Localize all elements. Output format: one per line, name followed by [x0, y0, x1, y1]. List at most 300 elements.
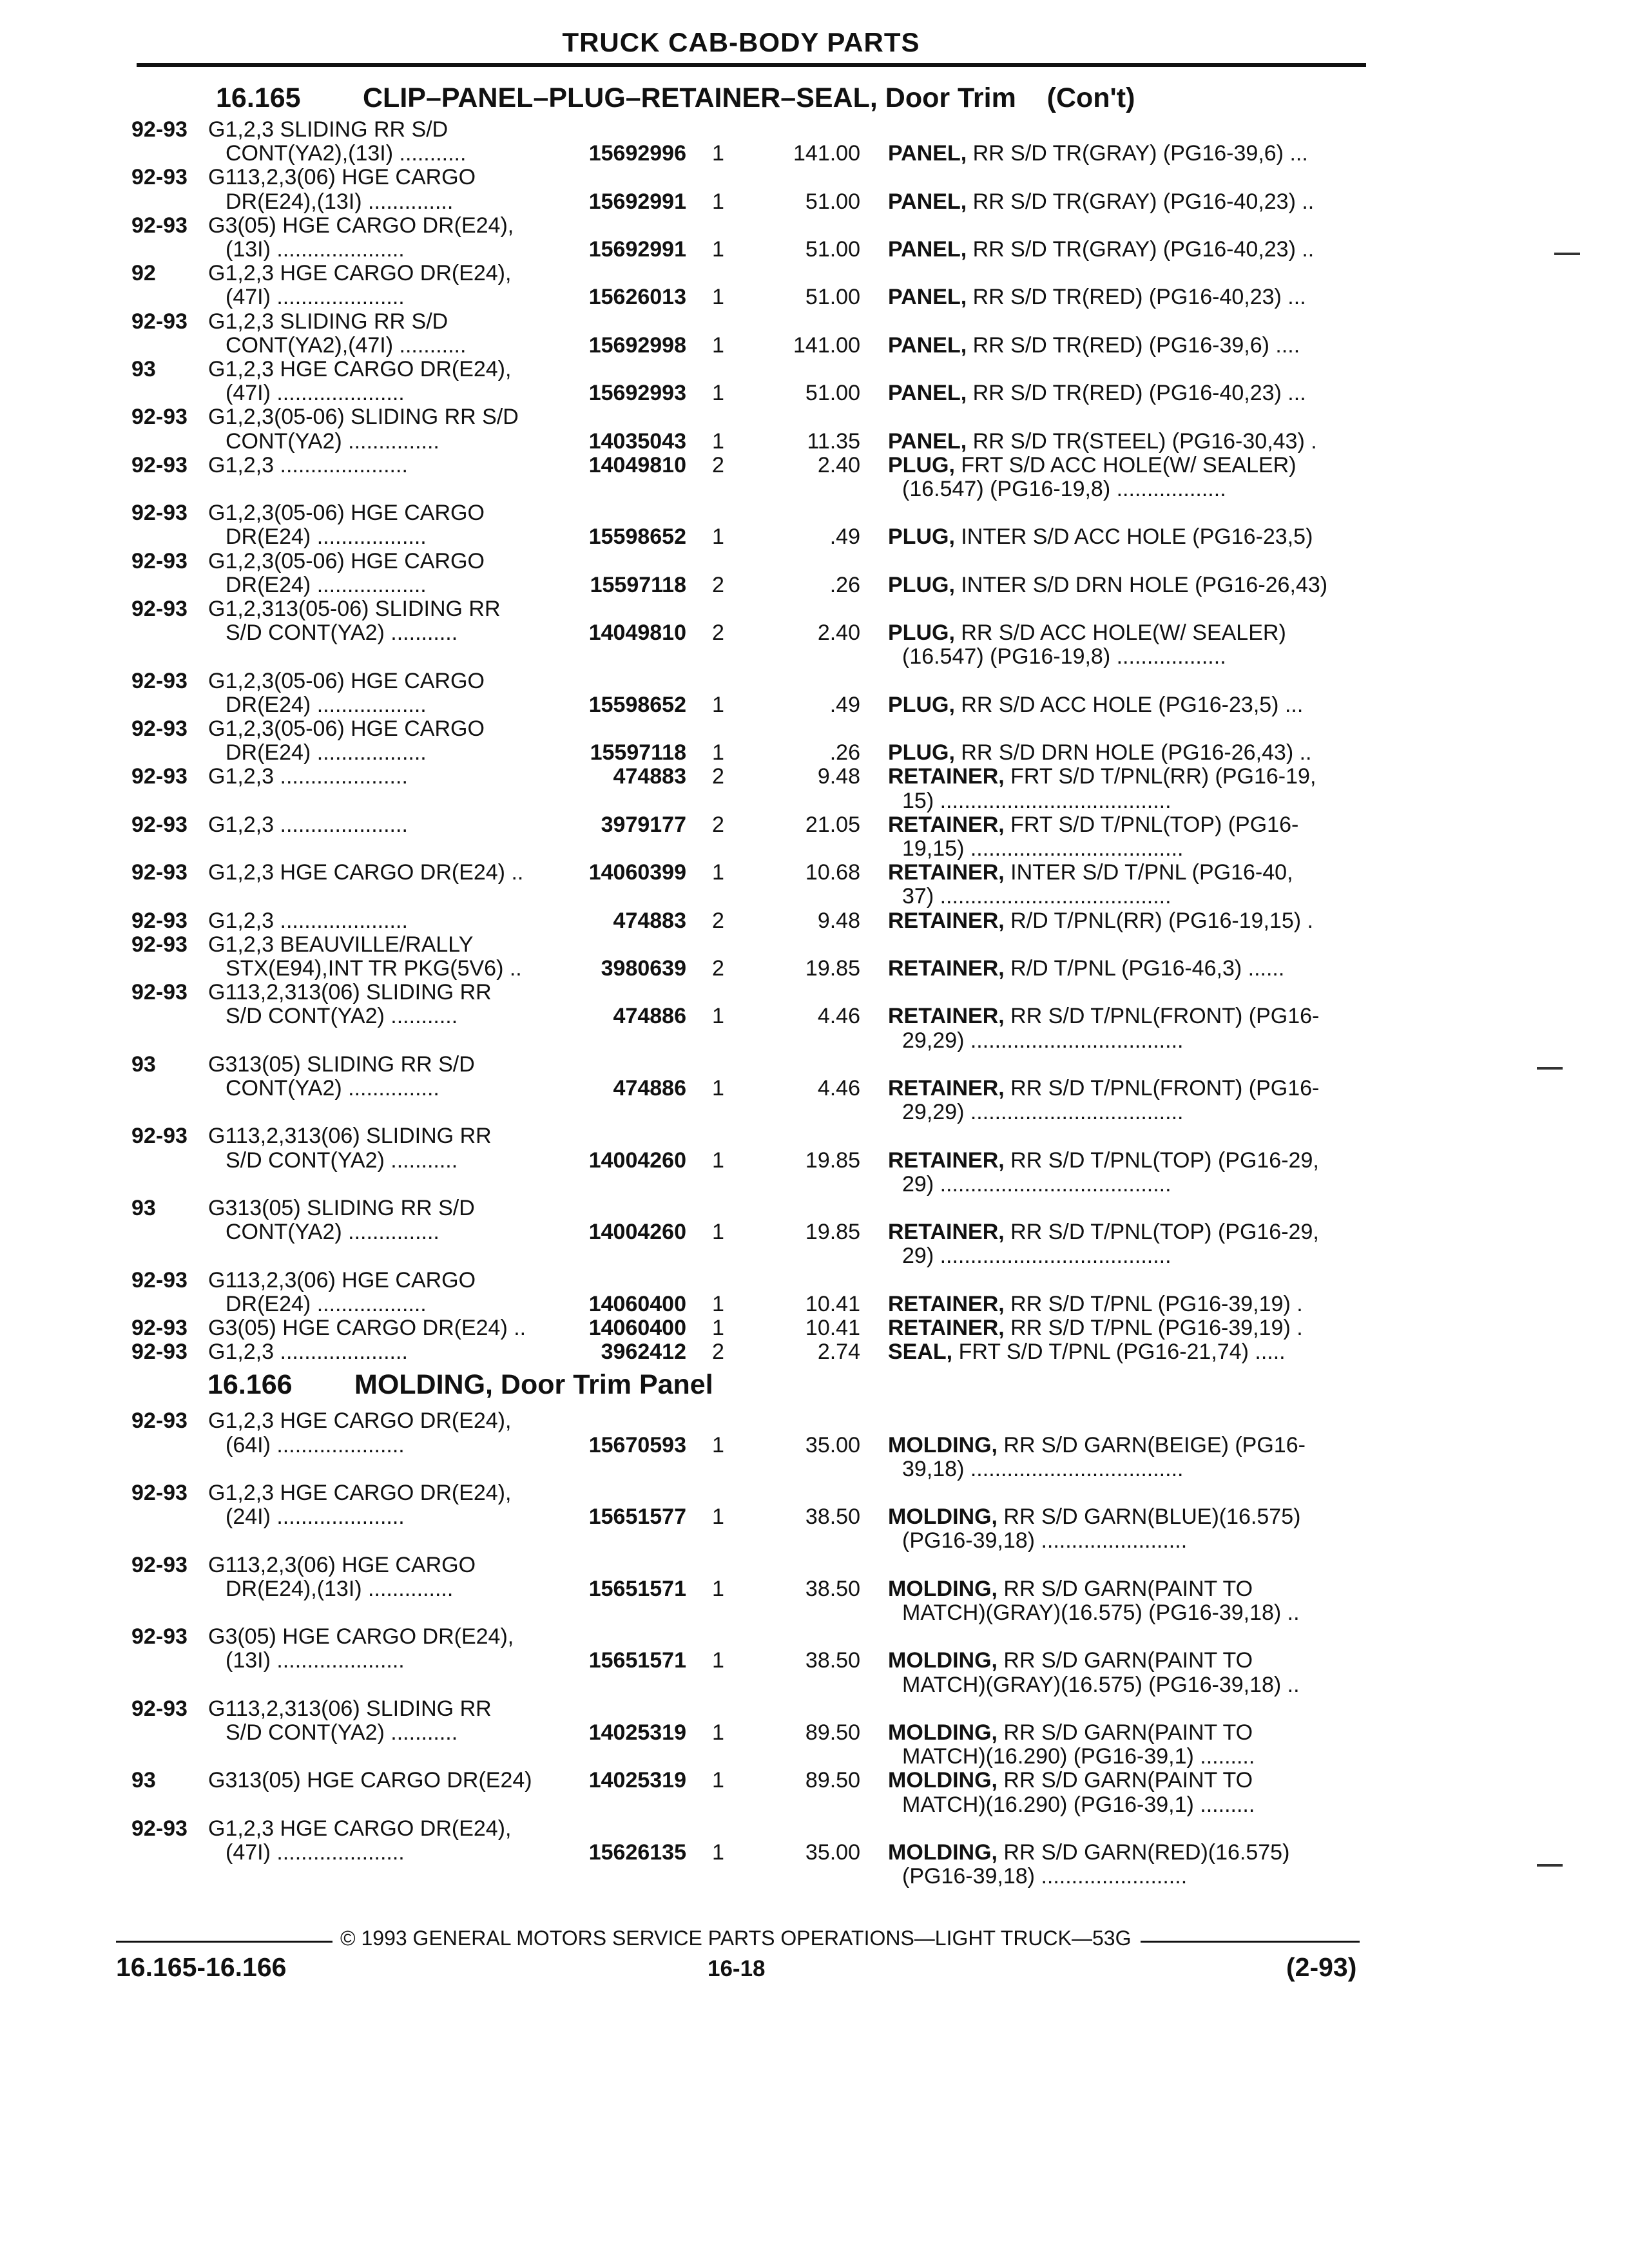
quantity: 2	[712, 812, 724, 837]
application: G313(05) SLIDING RR S/D	[208, 1052, 475, 1077]
part-number: 15598652	[588, 524, 686, 550]
model-years: 92-93	[131, 405, 188, 430]
description	[888, 1220, 1319, 1244]
quantity: 2	[712, 956, 724, 981]
part-number: 15597118	[590, 572, 686, 597]
quantity: 1	[712, 1576, 724, 1601]
application-cont: DR(E24) ..................	[226, 1291, 427, 1316]
quantity: 1	[712, 428, 724, 454]
application-cont: (64I) .....................	[226, 1432, 405, 1457]
description-text: FRT S/D T/PNL(TOP) (PG16-	[1004, 812, 1299, 837]
application-cont: CONT(YA2),(13I) ...........	[226, 141, 467, 166]
parts-row	[0, 118, 1629, 142]
price: 51.00	[805, 189, 860, 214]
description-keyword: RETAINER,	[888, 1076, 1005, 1100]
parts-row	[0, 262, 1629, 285]
model-years: 92-93	[131, 1816, 188, 1841]
application-cont: (47I) .....................	[226, 1840, 405, 1865]
part-number: 15651571	[588, 1648, 686, 1673]
application-cont: (13I) .....................	[226, 1648, 405, 1673]
parts-row	[0, 1865, 1629, 1888]
parts-row	[0, 477, 1629, 501]
parts-row	[0, 981, 1629, 1004]
quantity: 1	[712, 692, 724, 717]
part-number: 15651577	[588, 1504, 686, 1530]
price: 2.40	[817, 620, 860, 646]
description-keyword: PANEL,	[888, 332, 967, 358]
parts-row	[0, 933, 1629, 957]
parts-row	[0, 381, 1629, 405]
application-cont: DR(E24) ..................	[226, 740, 427, 765]
description-text: RR S/D TR(STEEL) (PG16-30,43) .	[967, 428, 1317, 454]
description	[888, 1841, 1289, 1865]
description-text: RR S/D GARN(RED)(16.575)	[997, 1840, 1290, 1865]
description-cont: (16.547) (PG16-19,8) ..................	[902, 477, 1226, 501]
description-cont: 39,18) ...................................	[902, 1456, 1184, 1481]
description	[888, 525, 1313, 549]
description-text: RR S/D DRN HOLE (PG16-26,43) ..	[954, 740, 1312, 765]
part-number: 14060399	[588, 860, 686, 885]
parts-row	[0, 1004, 1629, 1028]
parts-row	[0, 1577, 1629, 1601]
price: 2.74	[817, 1340, 860, 1365]
description-keyword: RETAINER,	[888, 1316, 1005, 1340]
header-rule	[137, 63, 1366, 67]
parts-row	[0, 1220, 1629, 1244]
model-years: 92-93	[131, 501, 188, 526]
parts-row	[0, 454, 1629, 477]
model-years: 93	[131, 1196, 156, 1220]
model-years: 92	[131, 261, 156, 286]
description	[888, 1649, 1253, 1673]
footer-date-code: (2-93)	[1286, 1952, 1357, 1982]
description-keyword: RETAINER,	[888, 1291, 1005, 1316]
description	[888, 1149, 1319, 1173]
parts-row	[0, 1409, 1629, 1433]
parts-row	[0, 1340, 1629, 1364]
application-cont: (24I) .....................	[226, 1504, 405, 1530]
price: .49	[829, 692, 860, 717]
model-years: 92-93	[131, 1552, 188, 1577]
parts-row	[0, 1505, 1629, 1529]
description-text: R/D T/PNL(RR) (PG16-19,15) .	[1004, 908, 1313, 933]
part-number: 15598652	[588, 692, 686, 717]
application-cont: DR(E24),(13I) ..............	[226, 189, 454, 214]
parts-row	[0, 813, 1629, 837]
parts-row	[0, 1149, 1629, 1173]
section-name: CLIP–PANEL–PLUG–RETAINER–SEAL, Door Trim	[363, 82, 1016, 113]
price: 4.46	[817, 1004, 860, 1029]
part-number: 15626013	[588, 285, 686, 310]
model-years: 93	[131, 1052, 156, 1077]
description	[888, 334, 1300, 358]
description-keyword: RETAINER,	[888, 1220, 1005, 1245]
description	[888, 1077, 1319, 1100]
model-years: 92-93	[131, 213, 188, 238]
application: G113,2,3(06) HGE CARGO	[208, 165, 476, 190]
description-keyword: MOLDING,	[888, 1720, 998, 1745]
description	[888, 1769, 1253, 1792]
description	[888, 142, 1308, 166]
parts-row	[0, 789, 1629, 813]
section-continued: (Con't)	[1046, 82, 1135, 113]
model-years: 92-93	[131, 1124, 188, 1149]
application-cont: CONT(YA2),(47I) ...........	[226, 332, 467, 358]
application: G1,2,3(05-06) HGE CARGO	[208, 548, 485, 573]
price: 10.68	[805, 860, 860, 885]
parts-row	[0, 142, 1629, 166]
quantity: 1	[712, 285, 724, 310]
description-keyword: PLUG,	[888, 452, 955, 477]
application: G313(05) HGE CARGO DR(E24)	[208, 1768, 532, 1793]
parts-row	[0, 1769, 1629, 1792]
description	[888, 741, 1312, 765]
application: G1,2,3(05-06) HGE CARGO	[208, 501, 485, 526]
part-number: 14060400	[588, 1316, 686, 1340]
description-text: RR S/D T/PNL(FRONT) (PG16-	[1004, 1076, 1320, 1100]
quantity: 1	[712, 1504, 724, 1530]
parts-row	[0, 1053, 1629, 1077]
parts-row	[0, 1316, 1629, 1340]
description-text: RR S/D T/PNL(TOP) (PG16-29,	[1004, 1220, 1319, 1245]
parts-row	[0, 1529, 1629, 1553]
parts-row	[0, 1293, 1629, 1316]
quantity: 1	[712, 1076, 724, 1100]
part-number: 3962412	[601, 1340, 686, 1365]
description-text: RR S/D T/PNL (PG16-39,19) .	[1004, 1291, 1303, 1316]
description-keyword: MOLDING,	[888, 1432, 998, 1457]
part-number: 14004260	[588, 1220, 686, 1245]
description-text: FRT S/D T/PNL (PG16-21,74) .....	[952, 1340, 1286, 1365]
description-text: FRT S/D T/PNL(RR) (PG16-19,	[1004, 764, 1316, 789]
description-keyword: PANEL,	[888, 141, 967, 166]
model-years: 92-93	[131, 764, 188, 789]
price: .26	[829, 572, 860, 597]
quantity: 2	[712, 764, 724, 789]
price: .26	[829, 740, 860, 765]
parts-row	[0, 909, 1629, 933]
description-text: RR S/D ACC HOLE (PG16-23,5) ...	[954, 692, 1304, 717]
parts-row	[0, 597, 1629, 621]
parts-row	[0, 1457, 1629, 1481]
quantity: 1	[712, 1720, 724, 1745]
parts-row	[0, 238, 1629, 262]
price: 10.41	[805, 1291, 860, 1316]
parts-row	[0, 621, 1629, 645]
application: G1,2,3 .....................	[208, 452, 408, 477]
description	[888, 573, 1327, 597]
part-number: 14004260	[588, 1148, 686, 1173]
description	[888, 430, 1317, 454]
price: 19.85	[805, 1220, 860, 1245]
parts-row	[0, 1077, 1629, 1100]
quantity: 1	[712, 332, 724, 358]
application-cont: S/D CONT(YA2) ...........	[226, 620, 458, 646]
description	[888, 1505, 1300, 1529]
application-cont: S/D CONT(YA2) ...........	[226, 1004, 458, 1029]
description-text: RR S/D T/PNL(FRONT) (PG16-	[1004, 1004, 1320, 1029]
model-years: 92-93	[131, 165, 188, 190]
description-keyword: PLUG,	[888, 572, 955, 597]
description-text: INTER S/D T/PNL (PG16-40,	[1004, 860, 1293, 885]
parts-row	[0, 1434, 1629, 1457]
part-number: 15692991	[588, 237, 686, 262]
parts-row	[0, 1625, 1629, 1649]
price: 89.50	[805, 1768, 860, 1793]
price: 89.50	[805, 1720, 860, 1745]
parts-row	[0, 1673, 1629, 1697]
page-header-title: TRUCK CAB-BODY PARTS	[562, 27, 920, 57]
parts-row	[0, 1553, 1629, 1577]
application: G1,2,3 HGE CARGO DR(E24) ..	[208, 860, 524, 885]
parts-row	[0, 1196, 1629, 1220]
footer-copyright: © 1993 GENERAL MOTORS SERVICE PARTS OPERATIONS—LIGHT TRUCK—53G	[340, 1927, 1132, 1950]
section-name: MOLDING, Door Trim Panel	[354, 1369, 713, 1401]
parts-row	[0, 525, 1629, 549]
description-text: RR S/D GARN(BLUE)(16.575)	[997, 1504, 1301, 1530]
price: 4.46	[817, 1076, 860, 1100]
quantity: 1	[712, 1004, 724, 1029]
price: 38.50	[805, 1576, 860, 1601]
description	[888, 1316, 1303, 1340]
price: 141.00	[793, 332, 860, 358]
quantity: 1	[712, 1316, 724, 1340]
model-years: 92-93	[131, 1408, 188, 1434]
part-number: 14049810	[588, 452, 686, 477]
price: 9.48	[817, 764, 860, 789]
description-cont: MATCH)(16.290) (PG16-39,1) .........	[902, 1744, 1255, 1769]
part-number: 15670593	[588, 1432, 686, 1457]
application-cont: STX(E94),INT TR PKG(5V6) ..	[226, 956, 522, 981]
description-keyword: RETAINER,	[888, 860, 1005, 885]
model-years: 92-93	[131, 597, 188, 621]
application: G1,2,3 HGE CARGO DR(E24),	[208, 261, 512, 286]
model-years: 93	[131, 1768, 156, 1793]
description-text: RR S/D T/PNL (PG16-39,19) .	[1004, 1316, 1303, 1340]
description-cont: 29) ......................................	[902, 1244, 1171, 1269]
description-cont: 29,29) ...................................	[902, 1100, 1184, 1125]
description-text: RR S/D TR(RED) (PG16-40,23) ...	[967, 285, 1306, 310]
application: G1,2,3(05-06) SLIDING RR S/D	[208, 405, 519, 430]
footer-rule-left	[116, 1941, 333, 1943]
quantity: 1	[712, 381, 724, 406]
part-number: 3979177	[601, 812, 686, 837]
parts-row	[0, 861, 1629, 885]
price: 38.50	[805, 1504, 860, 1530]
description	[888, 621, 1286, 645]
description-text: R/D T/PNL (PG16-46,3) ......	[1004, 956, 1285, 981]
margin-mark	[1554, 253, 1580, 255]
parts-row	[0, 550, 1629, 573]
parts-row	[0, 214, 1629, 238]
description-text: RR S/D T/PNL(TOP) (PG16-29,	[1004, 1148, 1319, 1173]
description-text: FRT S/D ACC HOLE(W/ SEALER)	[954, 452, 1296, 477]
description-cont: 29) ......................................	[902, 1171, 1171, 1196]
description	[888, 1340, 1286, 1364]
price: 38.50	[805, 1648, 860, 1673]
application-cont: (47I) .....................	[226, 381, 405, 406]
description-keyword: PANEL,	[888, 381, 967, 406]
parts-row	[0, 741, 1629, 765]
parts-row	[0, 1029, 1629, 1053]
model-years: 92-93	[131, 932, 188, 957]
part-number: 14035043	[588, 428, 686, 454]
model-years: 92-93	[131, 452, 188, 477]
description-text: RR S/D GARN(PAINT TO	[997, 1576, 1253, 1601]
application: G1,2,3(05-06) HGE CARGO	[208, 716, 485, 741]
description	[888, 765, 1316, 789]
description-keyword: MOLDING,	[888, 1504, 998, 1530]
application: G3(05) HGE CARGO DR(E24),	[208, 213, 514, 238]
application: G1,2,3 .....................	[208, 908, 408, 933]
parts-row	[0, 957, 1629, 981]
parts-row	[0, 1173, 1629, 1196]
model-years: 92-93	[131, 117, 188, 142]
part-number: 14049810	[588, 620, 686, 646]
application: G113,2,313(06) SLIDING RR	[208, 1696, 492, 1721]
description	[888, 190, 1314, 214]
application: G3(05) HGE CARGO DR(E24) ..	[208, 1316, 526, 1340]
description-text: RR S/D TR(GRAY) (PG16-40,23) ..	[967, 237, 1315, 262]
description-text: RR S/D TR(RED) (PG16-39,6) ....	[967, 332, 1300, 358]
quantity: 1	[712, 1148, 724, 1173]
model-years: 92-93	[131, 309, 188, 334]
application: G113,2,313(06) SLIDING RR	[208, 980, 492, 1005]
footer-page-number: 16-18	[708, 1956, 766, 1981]
application-cont: DR(E24),(13I) ..............	[226, 1576, 454, 1601]
model-years: 92-93	[131, 980, 188, 1005]
description-cont: 15) ......................................	[902, 788, 1171, 813]
application: G1,2,3 .....................	[208, 1340, 408, 1365]
quantity: 1	[712, 1291, 724, 1316]
parts-row	[0, 765, 1629, 789]
parts-row	[0, 1745, 1629, 1769]
description-text: RR S/D TR(GRAY) (PG16-40,23) ..	[967, 189, 1315, 214]
part-number: 15692998	[588, 332, 686, 358]
application-cont: S/D CONT(YA2) ...........	[226, 1148, 458, 1173]
quantity: 2	[712, 620, 724, 646]
parts-row	[0, 285, 1629, 309]
price: 35.00	[805, 1840, 860, 1865]
application-cont: DR(E24) ..................	[226, 692, 427, 717]
application-cont: CONT(YA2) ...............	[226, 1076, 439, 1100]
parts-row	[0, 190, 1629, 214]
description-text: RR S/D GARN(PAINT TO	[997, 1648, 1253, 1673]
description	[888, 238, 1314, 262]
parts-row	[0, 430, 1629, 454]
description-keyword: PLUG,	[888, 740, 955, 765]
application-cont: CONT(YA2) ...............	[226, 428, 439, 454]
description	[888, 813, 1298, 837]
application: G1,2,3 .....................	[208, 812, 408, 837]
parts-row	[0, 1721, 1629, 1745]
description	[888, 957, 1284, 981]
price: 51.00	[805, 285, 860, 310]
model-years: 92-93	[131, 668, 188, 693]
description	[888, 285, 1306, 309]
parts-row	[0, 885, 1629, 908]
model-years: 92-93	[131, 1624, 188, 1649]
parts-row	[0, 717, 1629, 741]
parts-row	[0, 310, 1629, 334]
parts-row	[0, 1817, 1629, 1841]
price: 19.85	[805, 1148, 860, 1173]
price: 51.00	[805, 237, 860, 262]
description-keyword: PLUG,	[888, 524, 955, 550]
application: G1,2,3 HGE CARGO DR(E24),	[208, 1408, 512, 1434]
quantity: 1	[712, 860, 724, 885]
description-keyword: PANEL,	[888, 237, 967, 262]
section-number: 16.165	[216, 82, 301, 113]
price: 35.00	[805, 1432, 860, 1457]
quantity: 1	[712, 141, 724, 166]
description	[888, 1721, 1253, 1745]
application: G1,2,3(05-06) HGE CARGO	[208, 668, 485, 693]
quantity: 1	[712, 1840, 724, 1865]
description	[888, 1434, 1306, 1457]
description-text: INTER S/D DRN HOLE (PG16-26,43)	[954, 572, 1328, 597]
application: G1,2,3 BEAUVILLE/RALLY	[208, 932, 474, 957]
parts-row	[0, 166, 1629, 189]
model-years: 92-93	[131, 908, 188, 933]
description-text: RR S/D GARN(BEIGE) (PG16-	[997, 1432, 1306, 1457]
description-text: RR S/D ACC HOLE(W/ SEALER)	[954, 620, 1286, 646]
parts-row	[0, 1841, 1629, 1865]
description	[888, 861, 1293, 885]
part-number: 15626135	[588, 1840, 686, 1865]
application: G113,2,3(06) HGE CARGO	[208, 1267, 476, 1293]
application: G113,2,313(06) SLIDING RR	[208, 1124, 492, 1149]
price: 21.05	[805, 812, 860, 837]
parts-row	[0, 1793, 1629, 1817]
application: G1,2,3 SLIDING RR S/D	[208, 309, 448, 334]
parts-row	[0, 1124, 1629, 1148]
quantity: 1	[712, 189, 724, 214]
description-keyword: PANEL,	[888, 189, 967, 214]
part-number: 15597118	[590, 740, 686, 765]
quantity: 1	[712, 524, 724, 550]
parts-row	[0, 645, 1629, 669]
description-keyword: MOLDING,	[888, 1768, 998, 1793]
parts-row	[0, 837, 1629, 861]
description-keyword: RETAINER,	[888, 1004, 1005, 1029]
model-years: 92-93	[131, 548, 188, 573]
margin-mark	[1537, 1067, 1563, 1070]
part-number: 14025319	[588, 1720, 686, 1745]
description-cont: (PG16-39,18) ........................	[902, 1528, 1188, 1553]
application: G313(05) SLIDING RR S/D	[208, 1196, 475, 1220]
quantity: 1	[712, 1648, 724, 1673]
price: 9.48	[817, 908, 860, 933]
price: 2.40	[817, 452, 860, 477]
description-keyword: RETAINER,	[888, 908, 1005, 933]
application-cont: S/D CONT(YA2) ...........	[226, 1720, 458, 1745]
parts-row	[0, 1269, 1629, 1293]
application-cont: (13I) .....................	[226, 237, 405, 262]
description-keyword: RETAINER,	[888, 812, 1005, 837]
application-cont: DR(E24) ..................	[226, 572, 427, 597]
part-number: 474886	[613, 1004, 686, 1029]
quantity: 1	[712, 1768, 724, 1793]
application-cont: DR(E24) ..................	[226, 524, 427, 550]
description-text: RR S/D TR(GRAY) (PG16-39,6) ...	[967, 141, 1308, 166]
description	[888, 909, 1313, 933]
application: G1,2,313(05-06) SLIDING RR	[208, 597, 501, 621]
description-keyword: RETAINER,	[888, 764, 1005, 789]
parts-row	[0, 334, 1629, 358]
description	[888, 454, 1296, 477]
quantity: 1	[712, 740, 724, 765]
